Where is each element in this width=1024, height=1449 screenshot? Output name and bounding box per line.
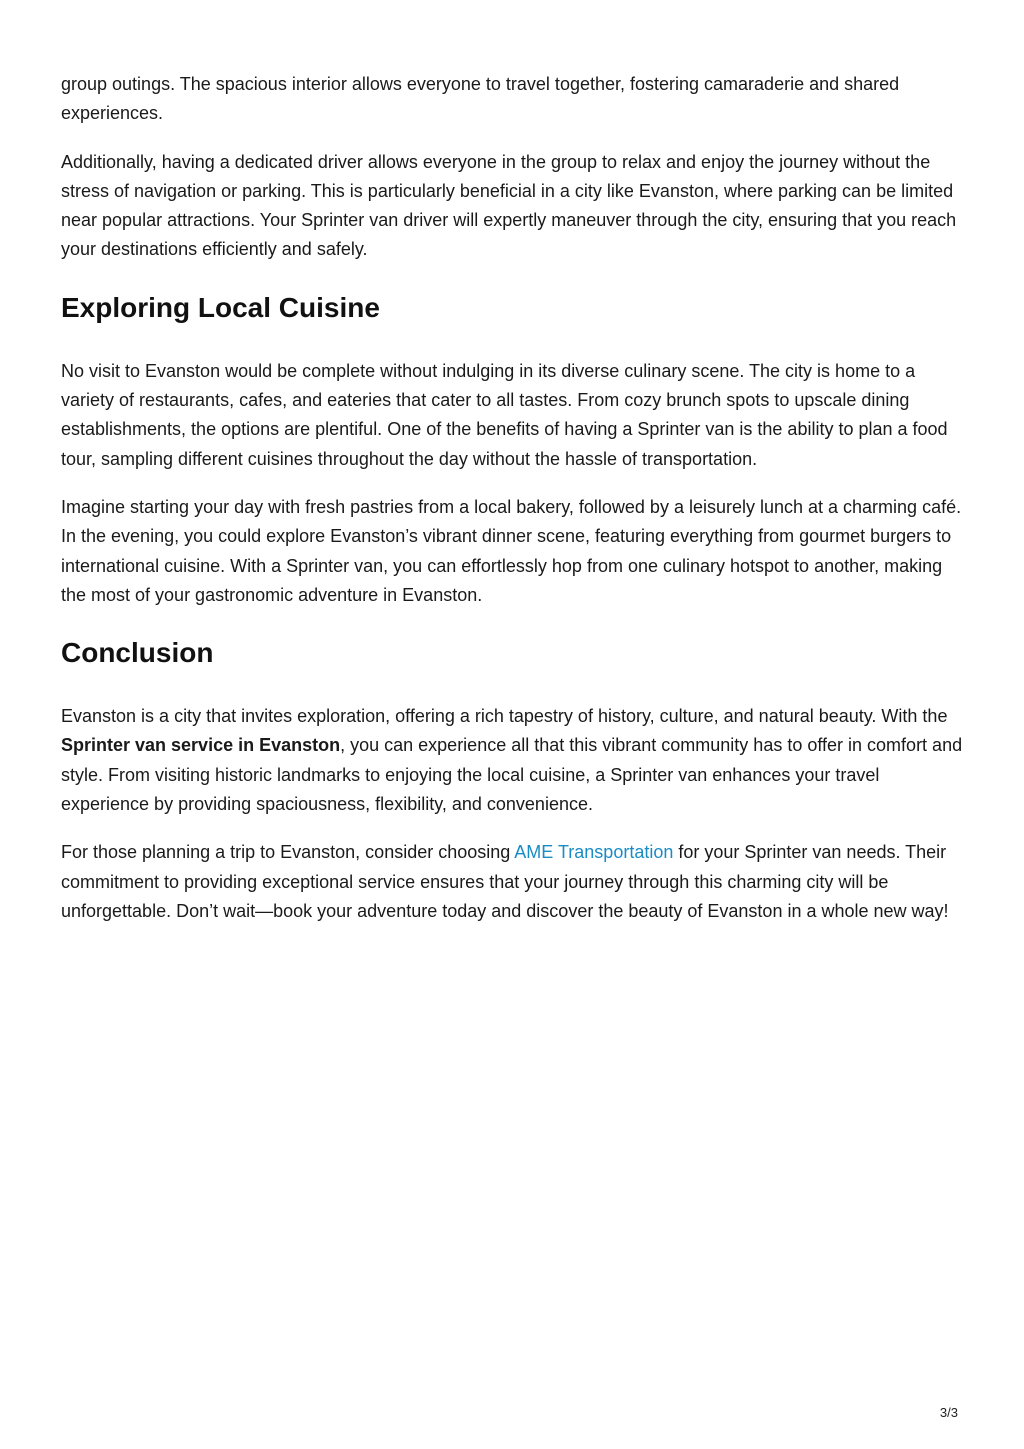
section-heading-conclusion: Conclusion <box>61 637 214 669</box>
intro-paragraph-1: group outings. The spacious interior allows everyone to travel together, fostering camaraderie and shared experiences. <box>61 74 900 124</box>
conclusion-paragraph-1 <box>61 702 966 819</box>
conclusion-p2-end: for your Sprinter van needs. Their commitment to providing exceptional service ensures that your journey through this charming city will be unforgettable. Don’t wait—book your adventure today and discover the beauty of Evanston in a whole new way! <box>61 842 949 921</box>
ame-transportation-link[interactable]: AME Transportation <box>514 842 674 863</box>
conclusion-p2-start: For those planning a trip to Evanston, consider choosing <box>61 842 515 863</box>
document-page <box>61 70 966 945</box>
page-number: 3/3 <box>939 1405 958 1420</box>
conclusion-p1-start: Evanston is a city that invites exploration, offering a rich tapestry of history, culture, and natural beauty. With the <box>61 706 948 727</box>
conclusion-p1-end: , you can experience all that this vibrant community has to offer in comfort and style. From visiting historic landmarks to enjoying the local cuisine, a Sprinter van enhances your travel experience by providing spaciousness, flexibility, and convenience. <box>61 735 963 815</box>
cuisine-paragraph-2: Imagine starting your day with fresh pastries from a local bakery, followed by a leisurely lunch at a charming café. In the evening, you could explore Evanston’s vibrant dinner scene, featuring everything from gourmet burgers to international cuisine. With a Sprinter van, you can effortlessly hop from one culinary hotspot to another, making the most of your gastronomic adventure in Evanston. <box>61 496 962 605</box>
service-highlight: Sprinter van service in Evanston <box>61 735 341 756</box>
conclusion-paragraph-2 <box>61 838 966 926</box>
section-heading-cuisine: Exploring Local Cuisine <box>61 291 380 323</box>
cuisine-paragraph-1: No visit to Evanston would be complete without indulging in its diverse culinary scene. The city is home to a variety of restaurants, cafes, and eateries that cater to all tastes. From cozy brunch spots to upscale dining establishments, the options are plentiful. One of the benefits of having a Sprinter van is the ability to plan a food tour, sampling different cuisines throughout the day without the hassle of transportation. <box>61 360 948 469</box>
intro-paragraph-2: Additionally, having a dedicated driver allows everyone in the group to relax and enjoy the journey without the stress of navigation or parking. This is particularly beneficial in a city like Evanston, where parking can be limited near popular attractions. Your Sprinter van driver will expertly maneuver through the city, ensuring that you reach your destinations efficiently and safely. <box>61 151 957 260</box>
